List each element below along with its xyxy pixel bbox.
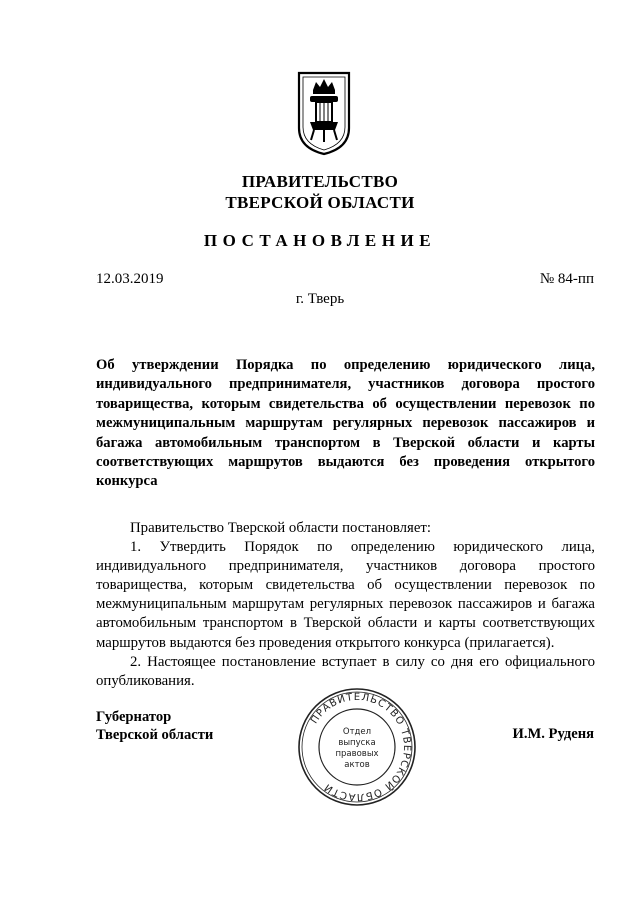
stamp-center-line-1: Отдел [342,727,372,737]
document-type-heading: ПОСТАНОВЛЕНИЕ [203,231,437,250]
signatory-position-line1: Губернатор [96,709,172,725]
coat-of-arms-emblem [296,70,352,156]
document-city: г. Тверь [295,291,345,307]
signatory-name: И.М. Руденя [512,726,594,742]
office-stamp [296,686,418,808]
body-item-1: 1. Утвердить Порядок по определению юридического лица, индивидуального предпринимателя, участников договора простого товарищества, которым свидетельства об осуществлении перевозок по межмуниципальным маршрутам регулярных перевозок пассажиров и багажа автомобильным транспортом в Тверской области и карты соответствующих маршрутов выдаются без проведения открытого конкурса (прилагается). [96,539,595,651]
document-title: Об утверждении Порядка по определению юридического лица, индивидуального предпринимателя, участников договора простого товарищества, которым свидетельства об осуществлении перевозок по межмуниципальным маршрутам регулярных перевозок пассажиров и багажа автомобильным транспортом в Тверской области и карты соответствующих маршрутов выдаются без проведения открытого конкурса [96,357,595,490]
organization-name-line2: ТВЕРСКОЙ ОБЛАСТИ [225,193,415,212]
document-number: № 84-пп [539,271,594,287]
document-body [96,519,595,691]
stamp-center-line-4: актов [344,760,370,770]
stamp-ring-text: ПРАВИТЕЛЬСТВО ТВЕРСКОЙ ОБЛАСТИ [309,691,413,803]
body-item-2: 2. Настоящее постановление вступает в силу со дня его официального опубликования. [96,653,595,689]
body-intro: Правительство Тверской области постановляет: [130,520,432,536]
signatory-position [96,708,213,744]
organization-name-line1: ПРАВИТЕЛЬСТВО [241,172,399,191]
stamp-center-line-3: правовых [335,749,379,759]
stamp-center-line-2: выпуска [338,738,376,748]
document-date: 12.03.2019 [96,271,164,287]
signatory-position-line2: Тверской области [96,727,214,743]
